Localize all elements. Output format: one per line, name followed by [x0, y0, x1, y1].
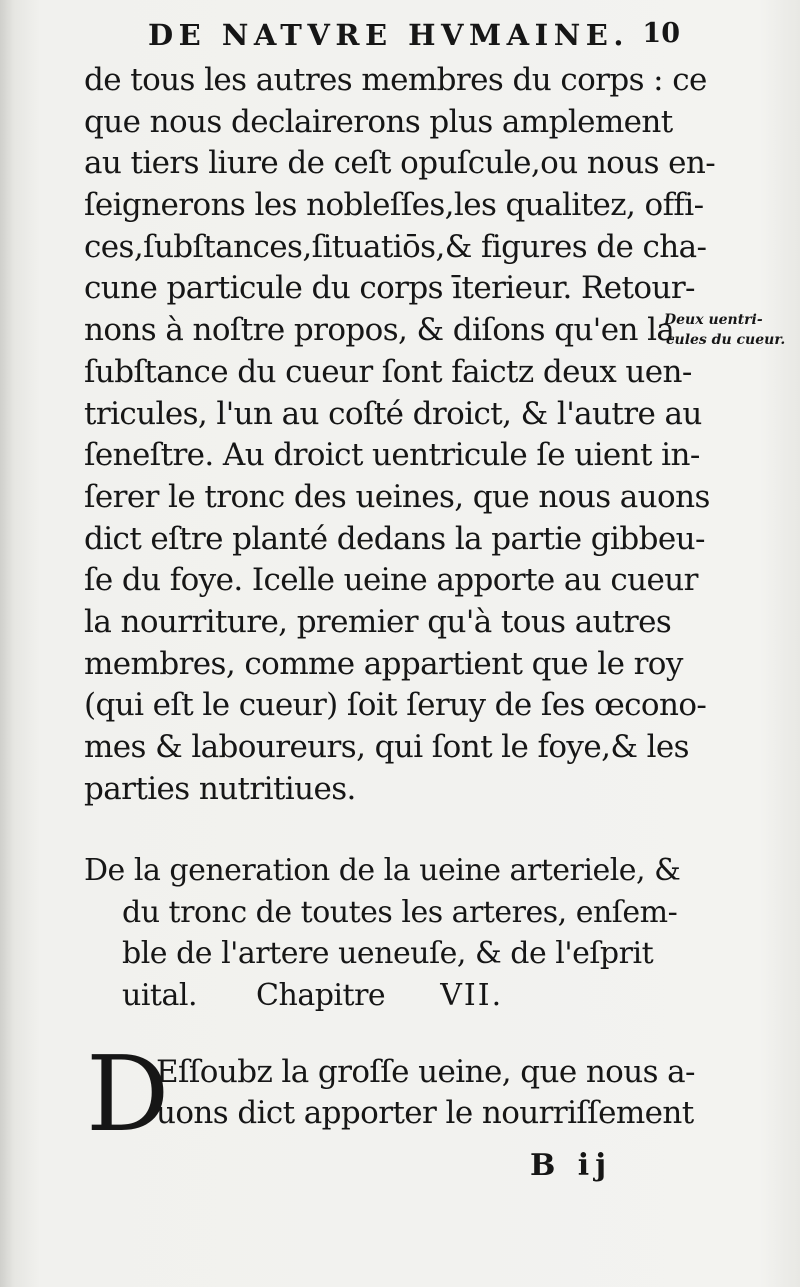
- text-line: ſeneſtre. Au droict uentricule ſe uient in-: [84, 437, 700, 474]
- text-line: ſeignerons les nobleſſes,les qualitez, offi-: [84, 187, 704, 224]
- chapter-label: Chapitre: [256, 978, 386, 1014]
- heading-line: du tronc de toutes les arteres, enſem-: [122, 894, 678, 930]
- text-line: ces,ſubſtances,ſituatiōs,& figures de cha-: [84, 228, 707, 265]
- text-line: mes & laboureurs, qui ſont le foye,& les: [84, 729, 689, 765]
- text-line: ſerer le tronc des ueines, que nous auons: [84, 478, 710, 515]
- text-line: Eſſoubz la groſſe ueine, que nous a-: [156, 1054, 695, 1090]
- text-line: de tous les autres membres du corps : ce: [84, 62, 707, 98]
- heading-line: De la generation de la ueine arteriele, &: [84, 853, 681, 888]
- heading-line-final: [84, 975, 674, 1017]
- text-line: que nous declairerons plus amplement: [84, 103, 673, 140]
- heading-line: ble de l'artere ueneuſe, & de l'eſprit: [122, 936, 654, 972]
- text-line: au tiers liure de ceſt opuſcule,ou nous en-: [84, 145, 716, 182]
- text-line: la nourriture, premier qu'à tous autres: [84, 603, 672, 640]
- text-line: cune particule du corps īterieur. Retour-: [84, 270, 695, 307]
- page-header: [140, 14, 680, 54]
- page-number: 10: [642, 18, 680, 49]
- marginal-note: [664, 310, 798, 350]
- text-line: ſe du foye. Icelle ueine apporte au cueur: [84, 562, 698, 599]
- text-line: membres, comme appartient que le roy: [84, 645, 683, 682]
- signature-mark: B ij: [530, 1148, 613, 1183]
- marginal-note-line: Deux uentri-: [664, 312, 763, 328]
- text-line: nons à noſtre propos, & diſons qu'en la: [84, 312, 675, 349]
- heading-word: uital.: [122, 978, 197, 1014]
- chapter-opening: [86, 1033, 695, 1155]
- text-line: dict eſtre planté dedans la partie gibbeu-: [84, 520, 705, 557]
- running-title: DE NATVRE HVMAINE.: [148, 18, 629, 52]
- chapter-heading: [84, 850, 681, 1017]
- marginal-note-line: cules du cueur.: [666, 332, 786, 348]
- body-text: [84, 60, 716, 810]
- opening-lines: [156, 1052, 695, 1134]
- text-line: tricules, l'un au coſté droict, & l'autre au: [84, 395, 702, 432]
- text-line: parties nutritiues.: [84, 770, 356, 807]
- chapter-number: VII.: [440, 978, 504, 1014]
- text-line: ſubſtance du cueur ſont faictz deux uen-: [84, 353, 692, 390]
- drop-cap: D: [86, 1033, 170, 1155]
- text-line: uons dict apporter le nourriſſement: [156, 1095, 694, 1131]
- text-line: (qui eſt le cueur) ſoit ſeruy de ſes œcono-: [84, 687, 707, 724]
